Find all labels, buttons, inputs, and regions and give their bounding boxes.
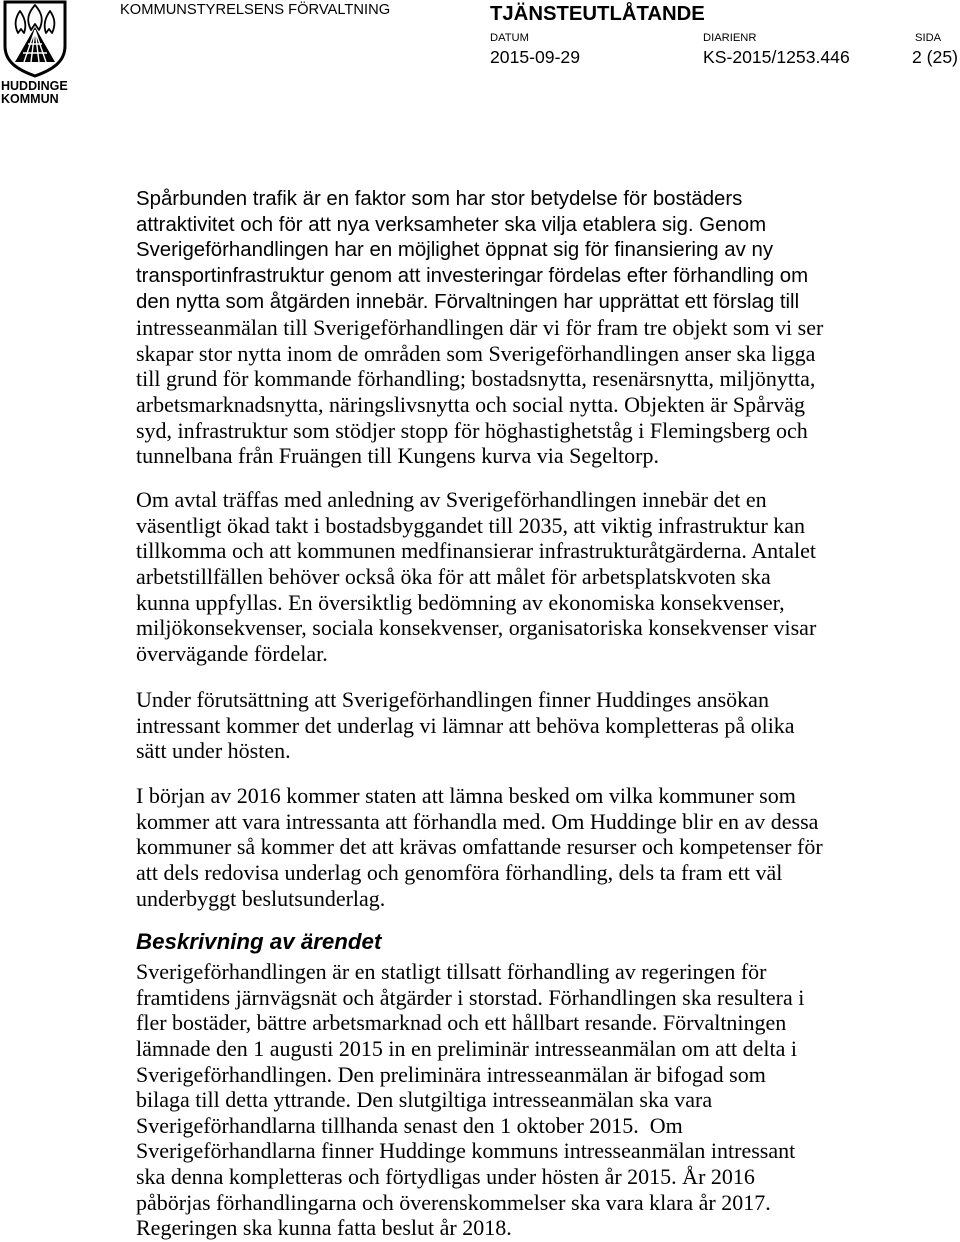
body-line: bilaga till detta yttrande. Den slutgiltiga intresseanmälan ska vara <box>136 1087 713 1113</box>
body-line: ska denna kompletteras och förtydligas under hösten år 2015. År 2016 <box>136 1164 755 1190</box>
page-label: SIDA <box>915 31 942 44</box>
body-line: kommuner så kommer det att krävas omfattande resurser och kompetenser för <box>136 834 823 860</box>
body-line: kommer att vara intressanta att förhandla med. Om Huddinge blir en av dessa <box>136 808 819 834</box>
body-line: Sverigeförhandlarna tillhanda senast den 1 oktober 2015. Om <box>136 1112 683 1138</box>
body-line: arbetsmarknadsnytta, näringslivsnytta och social nytta. Objekten är Spårväg <box>136 392 805 418</box>
body-line: syd, infrastruktur som stödjer stopp för höghastighetståg i Flemingsberg och <box>136 417 808 443</box>
registration-number-value: KS-2015/1253.446 <box>703 47 850 68</box>
logo-text-line2: KOMMUN <box>1 92 59 106</box>
body-line: attraktivitet och för att nya verksamheter ska vilja etablera sig. Genom <box>136 213 767 236</box>
section-heading: Beskrivning av ärendet <box>136 929 382 954</box>
body-line: Spårbunden trafik är en faktor som har stor betydelse för bostäders <box>136 188 743 210</box>
body-line: att dels redovisa underlag och genomföra förhandling, dels ta fram ett väl <box>136 859 783 885</box>
body-line: framtidens järnvägsnät och åtgärder i storstad. Förhandlingen ska resultera i <box>136 984 805 1010</box>
body-line: Regeringen ska kunna fatta beslut år 2018. <box>136 1215 512 1241</box>
paragraph-1 <box>136 187 823 469</box>
body-line: arbetstillfällen behöver också öka för att målet för arbetsplatskvoten ska <box>136 563 771 589</box>
paragraph-3 <box>136 687 795 764</box>
body-line: Sverigeförhandlarna finner Huddinge kommuns intresseanmälan intressant <box>136 1138 796 1164</box>
body-line: den nytta som åtgärden innebär. Förvaltningen har upprättat ett förslag till <box>136 290 800 313</box>
body-line: påbörjas förhandlingarna och överenskommelser ska vara klara år 2017. <box>136 1189 771 1215</box>
page-number-value: 2 (25) <box>912 47 958 68</box>
date-label: DATUM <box>490 31 529 44</box>
body-line: väsentligt ökad takt i bostadsbyggandet till 2035, att viktig infrastruktur kan <box>136 512 806 538</box>
logo-text-line1: HUDDINGE <box>1 79 68 93</box>
registration-number-label: DIARIENR <box>703 31 757 44</box>
body-line: övervägande fördelar. <box>136 640 328 666</box>
date-value: 2015-09-29 <box>490 47 580 68</box>
body-line: fler bostäder, bättre arbetsmarknad och ett hållbart resande. Förvaltningen <box>136 1010 787 1036</box>
body-line: sätt under hösten. <box>136 738 291 764</box>
body-line: tunnelbana från Fruängen till Kungens kurva via Segeltorp. <box>136 443 659 469</box>
paragraph-2 <box>136 487 816 666</box>
paragraph-5 <box>136 959 804 1241</box>
body-line: underbyggt beslutsunderlag. <box>136 885 386 911</box>
body-line: Sverigeförhandlingen. Den preliminära intresseanmälan är bifogad som <box>136 1061 766 1087</box>
body-line: intresseanmälan till Sverigeförhandlingen där vi för fram tre objekt som vi ser <box>136 315 824 341</box>
body-line: skapar stor nytta inom de områden som Sverigeförhandlingen anser ska ligga <box>136 340 816 366</box>
body-line: Under förutsättning att Sverigeförhandlingen finner Huddinges ansökan <box>136 687 769 712</box>
body-line: till grund för kommande förhandling; bostadsnytta, resenärsnytta, miljönytta, <box>136 366 816 392</box>
paragraph-4 <box>136 783 823 911</box>
body-line: miljökonsekvenser, sociala konsekvenser, organisatoriska konsekvenser visar <box>136 615 817 641</box>
body-line: Om avtal träffas med anledning av Sverigeförhandlingen innebär det en <box>136 487 767 512</box>
body-line: tillkomma och att kommunen medfinansierar infrastrukturåtgärderna. Antalet <box>136 538 816 564</box>
body-line: lämnade den 1 augusti 2015 in en preliminär intresseanmälan om att delta i <box>136 1035 798 1061</box>
body-line: intressant kommer det underlag vi lämnar att behöva kompletteras på olika <box>136 712 795 738</box>
coat-of-arms-icon <box>0 0 70 78</box>
department-name: KOMMUNSTYRELSENS FÖRVALTNING <box>120 2 391 18</box>
document-type: TJÄNSTEUTLÅTANDE <box>490 3 705 25</box>
body-line: Sverigeförhandlingen har en möjlighet öppnat sig för finansiering av ny <box>136 239 774 262</box>
body-line: kunna uppfyllas. En översiktlig bedömning av ekonomiska konsekvenser, <box>136 589 785 615</box>
body-line: I början av 2016 kommer staten att lämna besked om vilka kommuner som <box>136 783 796 808</box>
body-line: transportinfrastruktur genom att investeringar fördelas efter förhandling om <box>136 264 809 287</box>
body-line: Sverigeförhandlingen är en statligt tillsatt förhandling av regeringen för <box>136 959 767 984</box>
